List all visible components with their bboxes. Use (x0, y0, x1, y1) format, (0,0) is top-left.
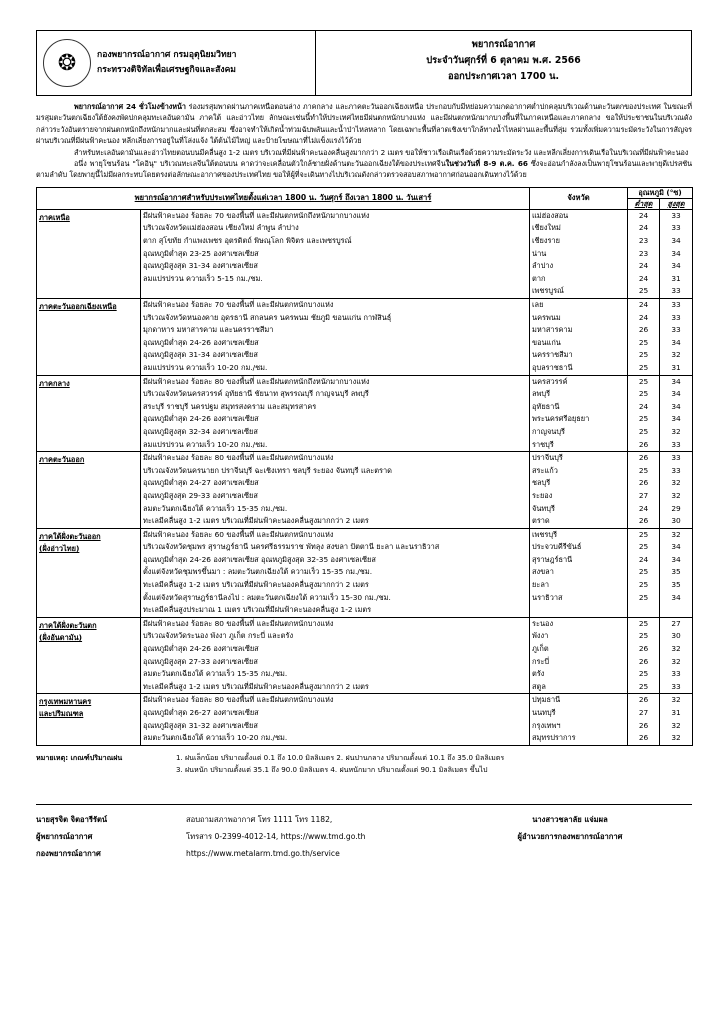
max-temp: 32 (671, 350, 681, 360)
max-temp-list (660, 299, 693, 376)
forecast-narrative (36, 101, 692, 181)
max-temp: 33 (671, 210, 681, 220)
ministry-name: กระทรวงดิจิทัลเพื่อเศรษฐกิจและสังคม (97, 65, 236, 75)
region-row (37, 375, 693, 452)
province-name: อุบลราชธานี (532, 362, 573, 372)
max-temp-list (660, 528, 693, 617)
storm-date: ในช่วงวันที่ 8-9 ต.ค. 66 (445, 159, 528, 169)
province-name: ยะลา (532, 580, 549, 590)
min-temp-list (628, 375, 660, 452)
province-name: ระยอง (532, 490, 553, 500)
min-temp: 25 (638, 631, 649, 641)
min-temp: 24 (638, 503, 649, 513)
forecast-line: ตาก สุโขทัย กำแพงเพชร อุตรดิตถ์ พิษณุโลก พิจิตร และเพชรบูรณ์ (143, 236, 352, 246)
max-temp: 32 (671, 478, 681, 488)
notes-label: หมายเหตุ: เกณฑ์ปริมาณฝน (36, 752, 123, 762)
max-temp: 32 (671, 644, 681, 654)
min-temp (630, 604, 657, 617)
region-name-line: (ฝั่งอันดามัน) (39, 632, 83, 642)
forecast-table (36, 187, 693, 746)
forecast-line: บริเวณจังหวัดหนองคาย อุดรธานี สกลนคร นครพนม ชัยภูมิ ขอนแก่น กาฬสินธุ์ (143, 312, 392, 322)
region-name-line: ภาคกลาง (39, 378, 70, 388)
province-name: นครสวรรค์ (532, 376, 568, 386)
rain-criteria-notes (36, 752, 692, 776)
min-temp: 26 (638, 478, 649, 488)
province-name: นนทบุรี (532, 708, 556, 717)
region-forecast (141, 375, 530, 452)
title-block (316, 31, 691, 95)
region-name-line: ภาคเหนือ (39, 212, 70, 222)
min-temp: 25 (638, 592, 649, 602)
min-temp: 23 (638, 236, 649, 246)
forecast-line: ลมตะวันตกเฉียงใต้ ความเร็ว 15-35 กม./ชม. (143, 503, 288, 513)
forecast-line: ลมแปรปรวน ความเร็ว 10-20 กม./ชม. (143, 439, 268, 449)
max-temp: 34 (671, 236, 681, 246)
forecast-line: อุณหภูมิต่ำสุด 24-27 องศาเซลเซียส (143, 478, 259, 488)
forecast-line: บริเวณจังหวัดระนอง พังงา ภูเก็ต กระบี่ และตรัง (143, 631, 294, 641)
forecast-line: อุณหภูมิสูงสุด 31-34 องศาเซลเซียส (143, 261, 258, 271)
forecast-line: ทะเลมีคลื่นสูง 1-2 เมตร บริเวณที่มีฝนฟ้าคะนองคลื่นสูงมากกว่า 2 เมตร (143, 516, 369, 526)
min-temp: 25 (638, 376, 649, 386)
min-temp: 25 (638, 529, 649, 539)
max-temp (662, 604, 690, 617)
min-temp-header: ต่ำสุด (628, 198, 660, 209)
region-name-line: กรุงเทพมหานคร (39, 697, 92, 707)
min-temp: 25 (638, 414, 649, 424)
document-footer (36, 811, 692, 862)
min-temp: 24 (638, 223, 649, 233)
region-forecast (141, 694, 530, 745)
forecast-line: มีฝนฟ้าคะนอง ร้อยละ 70 ของพื้นที่ และมีฝนตกหนักถึงหนักมากบางแห่ง (143, 210, 370, 220)
province-name: สตูล (532, 681, 546, 691)
min-temp: 25 (638, 580, 649, 590)
narrative-text: ร่องมรสุมพาดผ่านภาคเหนือตอนล่าง ภาคกลาง และภาคตะวันออกเฉียงเหนือ ประกอบกับมีหย่อมความกดอากาศต่ำปกคลุมบริเวณด้านตะวันตกของประเทศ ในขณะที่มรสุมตะวันตกเฉียงใต้ยังคงพัดปกคลุมทะเลอันดามัน ภาคใต้ และอ่าวไทย ลักษณะเช่นนี้ทำให้ประเทศไทยมีฝนตกหนักบางแห่ง และมีฝนตกหนักมากบางพื้นที่ในภาคเหนือและภาคกลาง ขอให้ประชาชนในบริเวณดังกล่าวระวังอันตรายจากฝนตกหนักถึงหนักมากและฝนที่ตกสะสม ซึ่งอาจทำให้เกิดน้ำท่วมฉับพลันและน้ำป่าไหลหลาก โดยเฉพาะพื้นที่ลาดเชิงเขาใกล้ทางน้ำไหลผ่านและพื้นที่ลุ่ม รวมทั้งเพิ่มความระมัดระวังในการสัญจรผ่านบริเวณที่มีฝนฟ้าคะนอง หลีกเลี่ยงการอยู่ในที่โล่งแจ้ง ใต้ต้นไม้ใหญ่ และป้ายโฆษณาที่ไม่แข็งแรงไว้ด้วย (36, 102, 692, 146)
forecast-line: ทะเลมีคลื่นสูงประมาณ 1 เมตร บริเวณที่มีฝนฟ้าคะนองคลื่นสูง 1-2 เมตร (143, 605, 372, 615)
province-name: ตาก (532, 273, 546, 283)
forecast-line (143, 285, 527, 298)
max-temp: 33 (671, 312, 681, 322)
min-temp: 24 (638, 401, 649, 411)
max-temp: 32 (671, 656, 681, 666)
min-temp: 26 (638, 720, 649, 730)
max-temp: 32 (671, 529, 681, 539)
min-temp: 26 (638, 325, 649, 335)
forecast-line: อุณหภูมิต่ำสุด 24-26 องศาเซลเซียส (143, 414, 259, 424)
province-name: จันทบุรี (532, 503, 555, 513)
region-row (37, 299, 693, 376)
forecast-document (36, 30, 692, 862)
province-name: ระนอง (532, 618, 554, 628)
region-row (37, 452, 693, 529)
min-temp: 23 (638, 248, 649, 258)
min-temp: 24 (638, 210, 649, 220)
min-temp: 25 (638, 350, 649, 360)
region-name (37, 528, 141, 617)
contact-block (186, 811, 448, 862)
province-name: ลำปาง (532, 261, 554, 271)
max-temp: 34 (671, 554, 681, 564)
max-temp-header: สูงสุด (660, 198, 693, 209)
province-header: จังหวัด (530, 187, 628, 209)
document-header (36, 30, 692, 96)
min-temp: 25 (638, 337, 649, 347)
max-temp: 33 (671, 300, 681, 309)
director-title: ผู้อำนวยการกองพยากรณ์อากาศ (517, 831, 623, 841)
max-temp: 30 (671, 631, 681, 641)
province-name: สระแก้ว (532, 465, 558, 475)
max-temp: 34 (671, 337, 681, 347)
min-temp: 27 (638, 708, 649, 717)
notes-line-2: 3. ฝนหนัก ปริมาณตั้งแต่ 35.1 ถึง 90.0 มิลลิเมตร 4. ฝนหนักมาก ปริมาณตั้งแต่ 90.1 มิลลิเมตร ขึ้นไป (176, 764, 488, 774)
forecast-line: มีฝนฟ้าคะนอง ร้อยละ 70 ของพื้นที่ และมีฝนตกหนักบางแห่ง (143, 300, 334, 309)
province-name: เชียงราย (532, 236, 560, 246)
forecast-line: อุณหภูมิต่ำสุด 23-25 องศาเซลเซียส (143, 248, 259, 258)
region-name (37, 209, 141, 298)
forecast-line: ลมแปรปรวน ความเร็ว 10-20 กม./ชม. (143, 362, 268, 372)
province-name: ตราด (532, 516, 550, 526)
region-name (37, 694, 141, 745)
temperature-header: อุณหภูมิ (°ซ) (628, 187, 693, 198)
province-name: เพชรบุรี (532, 529, 558, 539)
garuda-seal-icon: ❂ (43, 39, 91, 87)
province-name: ปทุมธานี (532, 695, 561, 705)
province-name: อุทัยธานี (532, 401, 560, 411)
max-temp-list (660, 375, 693, 452)
notes-line-1: 1. ฝนเล็กน้อย ปริมาณตั้งแต่ 0.1 ถึง 10.0 มิลลิเมตร 2. ฝนปานกลาง ปริมาณตั้งแต่ 10.1 ถึง 35.0 มิลลิเมตร (176, 752, 505, 762)
province-name: ขอนแก่น (532, 337, 561, 347)
max-temp-list (660, 617, 693, 694)
forecast-line: อุณหภูมิสูงสุด 29-33 องศาเซลเซียส (143, 490, 258, 500)
max-temp: 34 (671, 542, 681, 552)
min-temp: 25 (638, 426, 649, 436)
min-temp: 25 (638, 362, 649, 372)
min-temp: 25 (638, 681, 649, 691)
contact-fax: โทรสาร 0-2399-4012-14, https://www.tmd.go.th (186, 831, 366, 841)
min-temp: 25 (638, 542, 649, 552)
max-temp: 29 (671, 503, 681, 513)
max-temp: 33 (671, 223, 681, 233)
forecast-line: บริเวณจังหวัดแม่ฮ่องสอน เชียงใหม่ ลำพูน ลำปาง (143, 223, 299, 233)
min-temp-list (628, 209, 660, 298)
region-row (37, 617, 693, 694)
province-name: พระนครศรีอยุธยา (532, 414, 590, 424)
max-temp: 33 (671, 669, 681, 679)
region-name-line: ภาคใต้ฝั่งตะวันออก (39, 531, 101, 541)
forecast-line: อุณหภูมิต่ำสุด 24-26 องศาเซลเซียส (143, 644, 259, 654)
province-list (530, 209, 628, 298)
region-name (37, 452, 141, 529)
province-name: กาญจนบุรี (532, 426, 565, 436)
province-name: มหาสารคาม (532, 325, 573, 335)
forecast-line: ลมแปรปรวน ความเร็ว 5-15 กม./ชม. (143, 273, 263, 283)
min-temp: 26 (638, 439, 649, 449)
max-temp: 31 (671, 708, 681, 717)
region-forecast (141, 209, 530, 298)
min-temp: 26 (638, 656, 649, 666)
forecast-line: ทะเลมีคลื่นสูง 1-2 เมตร บริเวณที่มีฝนฟ้าคะนองคลื่นสูงมากกว่า 2 เมตร (143, 580, 369, 590)
province-name: ประจวบคีรีขันธ์ (532, 542, 582, 552)
forecast-line: มีฝนฟ้าคะนอง ร้อยละ 80 ของพื้นที่ และมีฝนตกหนักบางแห่ง (143, 453, 334, 463)
region-name-line: (ฝั่งอ่าวไทย) (39, 543, 80, 553)
author-name: นายสุรจิต จิตอารีรัตน์ (36, 814, 108, 824)
province-list (530, 617, 628, 694)
province-name: กรุงเทพฯ (532, 720, 561, 730)
province-list (530, 375, 628, 452)
province-name: ภูเก็ต (532, 644, 549, 654)
forecast-line: อุณหภูมิต่ำสุด 24-26 องศาเซลเซียส อุณหภูมิสูงสุด 32-35 องศาเซลเซียส (143, 554, 376, 564)
max-temp: 32 (671, 720, 681, 730)
province-name: เชียงใหม่ (532, 223, 561, 233)
province-list (530, 299, 628, 376)
min-temp: 24 (638, 300, 649, 309)
province-name: สมุทรปราการ (532, 733, 576, 743)
min-temp: 25 (638, 286, 649, 296)
forecast-line: มีฝนฟ้าคะนอง ร้อยละ 60 ของพื้นที่ และมีฝนตกหนักบางแห่ง (143, 529, 334, 539)
max-temp: 32 (671, 426, 681, 436)
author-block (36, 811, 186, 862)
footer-divider (36, 804, 692, 805)
region-forecast (141, 452, 530, 529)
max-temp-list (660, 452, 693, 529)
min-temp: 26 (638, 453, 649, 463)
min-temp: 24 (638, 554, 649, 564)
region-name-line: ภาคตะวันออกเฉียงเหนือ (39, 302, 117, 311)
forecast-line: บริเวณจังหวัดชุมพร สุราษฎร์ธานี นครศรีธรรมราช พัทลุง สงขลา ปัตตานี ยะลา และนราธิวาส (143, 542, 440, 552)
max-temp: 34 (671, 389, 681, 399)
forecast-line: ลมตะวันตกเฉียงใต้ ความเร็ว 10-20 กม./ชม. (143, 733, 288, 743)
region-name (37, 375, 141, 452)
max-temp: 34 (671, 414, 681, 424)
table-title: พยากรณ์อากาศสำหรับประเทศไทยตั้งแต่เวลา 1800 น. วันศุกร์ ถึงเวลา 1800 น. วันเสาร์ (37, 187, 530, 209)
narrative-paragraph-2: สำหรับทะเลอันดามันและอ่าวไทยตอนบนมีคลื่นสูง 1-2 เมตร บริเวณที่มีฝนฟ้าคะนองคลื่นสูงมากกว่า 2 เมตร ขอให้ชาวเรือเดินเรือด้วยความระมัดระวัง และหลีกเลี่ยงการเดินเรือในบริเวณที่มีฝนฟ้าคะนอง (74, 147, 689, 157)
max-temp: 31 (671, 362, 681, 372)
author-title: ผู้พยากรณ์อากาศ (36, 831, 93, 841)
max-temp: 35 (671, 580, 681, 590)
province-name: ตรัง (532, 669, 545, 679)
min-temp: 26 (638, 516, 649, 526)
region-name (37, 299, 141, 376)
province-list (530, 528, 628, 617)
forecast-line: ลมตะวันตกเฉียงใต้ ความเร็ว 15-35 กม./ชม. (143, 669, 288, 679)
province-list (530, 694, 628, 745)
forecast-line: บริเวณจังหวัดนครสวรรค์ อุทัยธานี ชัยนาท สุพรรณบุรี กาญจนบุรี ลพบุรี (143, 389, 369, 399)
forecast-line: บริเวณจังหวัดนครนายก ปราจีนบุรี ฉะเชิงเทรา ชลบุรี ระยอง จันทบุรี และตราด (143, 465, 392, 475)
min-temp: 25 (638, 669, 649, 679)
max-temp: 33 (671, 681, 681, 691)
director-name: นางสาวชลาลัย แจ่มผล (532, 814, 608, 824)
min-temp-list (628, 617, 660, 694)
min-temp-list (628, 299, 660, 376)
min-temp: 24 (638, 261, 649, 271)
province-name: เลย (532, 300, 544, 309)
max-temp: 33 (671, 465, 681, 475)
contact-web: https://www.metalarm.tmd.go.th/service (186, 848, 340, 858)
min-temp: 25 (638, 389, 649, 399)
max-temp: 34 (671, 592, 681, 602)
region-name (37, 617, 141, 694)
director-block (448, 811, 692, 862)
storm-text-end: ซึ่งจะอ่อนกำลังลงเป็นพายุโซนร้อนและพายุดีเปรสชันตามลำดับ โดยพายุนี้ไม่มีผลกระทบโดยตรงต่อลักษณะอากาศของประเทศไทย ขอให้ผู้ที่จะเดินทางไปบริเวณดังกล่าวตรวจสอบสภาพอากาศก่อนออกเดินทางไว้ด้วย (36, 159, 692, 180)
region-name-line: ภาคใต้ฝั่งตะวันตก (39, 620, 97, 630)
min-temp: 27 (638, 490, 649, 500)
province-name: ลพบุรี (532, 389, 551, 399)
forecast-line: ตั้งแต่จังหวัดสุราษฎร์ธานีลงไป : ลมตะวันตกเฉียงใต้ ความเร็ว 15-30 กม./ชม. (143, 592, 391, 602)
province-name (532, 604, 625, 617)
province-name: นราธิวาส (532, 592, 563, 602)
narrative-paragraph-3 (36, 158, 692, 181)
agency-name: กองพยากรณ์อากาศ กรมอุตุนิยมวิทยา (97, 50, 237, 60)
min-temp-list (628, 452, 660, 529)
max-temp: 33 (671, 286, 681, 296)
province-name: ราชบุรี (532, 439, 554, 449)
forecast-line: อุณหภูมิสูงสุด 27-33 องศาเซลเซียส (143, 656, 258, 666)
max-temp: 33 (671, 325, 681, 335)
max-temp: 35 (671, 567, 681, 577)
doc-title: พยากรณ์อากาศ (471, 39, 536, 50)
max-temp: 34 (671, 401, 681, 411)
province-name: สุราษฎร์ธานี (532, 554, 573, 564)
max-temp: 27 (671, 618, 681, 628)
forecast-line: อุณหภูมิต่ำสุด 24-26 องศาเซลเซียส (143, 337, 259, 347)
min-temp: 24 (638, 273, 649, 283)
min-temp: 25 (638, 567, 649, 577)
province-name: สงขลา (532, 567, 554, 577)
forecast-line: ทะเลมีคลื่นสูง 1-2 เมตร บริเวณที่มีฝนฟ้าคะนองคลื่นสูงมากกว่า 2 เมตร (143, 681, 369, 691)
province-name: ชลบุรี (532, 478, 551, 488)
doc-date: ประจำวันศุกร์ที่ 6 ตุลาคม พ.ศ. 2566 (426, 55, 581, 66)
max-temp: 31 (671, 273, 681, 283)
forecast-line: ตั้งแต่จังหวัดชุมพรขึ้นมา : ลมตะวันตกเฉียงใต้ ความเร็ว 15-35 กม./ชม. (143, 567, 373, 577)
max-temp: 32 (671, 695, 681, 705)
region-forecast (141, 299, 530, 376)
forecast-line: มีฝนฟ้าคะนอง ร้อยละ 80 ของพื้นที่ และมีฝนตกหนักบางแห่ง (143, 618, 334, 628)
min-temp: 24 (638, 312, 649, 322)
max-temp: 34 (671, 261, 681, 271)
max-temp: 33 (671, 439, 681, 449)
region-name-line: ภาคตะวันออก (39, 455, 85, 465)
min-temp: 26 (638, 644, 649, 654)
max-temp-list (660, 209, 693, 298)
province-name: กระบี่ (532, 656, 550, 666)
max-temp-list (660, 694, 693, 745)
forecast-line: สระบุรี ราชบุรี นครปฐม สมุทรสงคราม และสมุทรสาคร (143, 401, 317, 411)
forecast-line: อุณหภูมิต่ำสุด 26-27 องศาเซลเซียส (143, 708, 259, 717)
province-name: แม่ฮ่องสอน (532, 210, 569, 220)
min-temp: 26 (638, 695, 649, 705)
forecast-line: มีฝนฟ้าคะนอง ร้อยละ 80 ของพื้นที่ และมีฝนตกหนักบางแห่ง (143, 695, 334, 705)
province-name: นครราชสีมา (532, 350, 573, 360)
min-temp: 26 (638, 733, 649, 743)
forecast-line: อุณหภูมิสูงสุด 31-34 องศาเซลเซียส (143, 350, 258, 360)
forecast-line: มุกดาหาร มหาสารคาม และนครราชสีมา (143, 325, 274, 335)
max-temp: 34 (671, 376, 681, 386)
doc-time: ออกประกาศเวลา 1700 น. (448, 71, 559, 82)
max-temp: 32 (671, 733, 681, 743)
max-temp: 30 (671, 516, 681, 526)
region-forecast (141, 617, 530, 694)
min-temp: 25 (638, 618, 649, 628)
province-name: น่าน (532, 248, 547, 258)
region-row (37, 694, 693, 745)
province-name: นครพนม (532, 312, 561, 322)
region-name-line: และปริมณฑล (39, 709, 84, 719)
forecast-line: อุณหภูมิสูงสุด 31-32 องศาเซลเซียส (143, 720, 258, 730)
forecast-line: อุณหภูมิสูงสุด 32-34 องศาเซลเซียส (143, 426, 258, 436)
province-name: ปราจีนบุรี (532, 453, 563, 463)
province-name: เพชรบูรณ์ (532, 286, 564, 296)
author-dept: กองพยากรณ์อากาศ (36, 848, 101, 858)
region-row (37, 528, 693, 617)
narrative-paragraph-1 (36, 101, 692, 147)
min-temp: 25 (638, 465, 649, 475)
min-temp-list (628, 528, 660, 617)
storm-text: อนึ่ง พายุโซนร้อน "โคอินุ" บริเวณทะเลจีนใต้ตอนบน คาดว่าจะเคลื่อนตัวใกล้ชายฝั่งด้านตะวันออกเฉียงใต้ของประเทศจีน (74, 159, 446, 169)
region-forecast (141, 528, 530, 617)
province-name: พังงา (532, 631, 549, 641)
narrative-lead: พยากรณ์อากาศ 24 ชั่วโมงข้างหน้า (74, 102, 186, 111)
max-temp: 32 (671, 490, 681, 500)
agency-block (37, 31, 316, 95)
forecast-line: มีฝนฟ้าคะนอง ร้อยละ 80 ของพื้นที่ และมีฝนตกหนักถึงหนักมากบางแห่ง (143, 376, 370, 386)
contact-phone: สอบถามสภาพอากาศ โทร 1111 โทร 1182, (186, 814, 333, 824)
region-row (37, 209, 693, 298)
max-temp: 33 (671, 453, 681, 463)
max-temp: 34 (671, 248, 681, 258)
province-list (530, 452, 628, 529)
min-temp-list (628, 694, 660, 745)
